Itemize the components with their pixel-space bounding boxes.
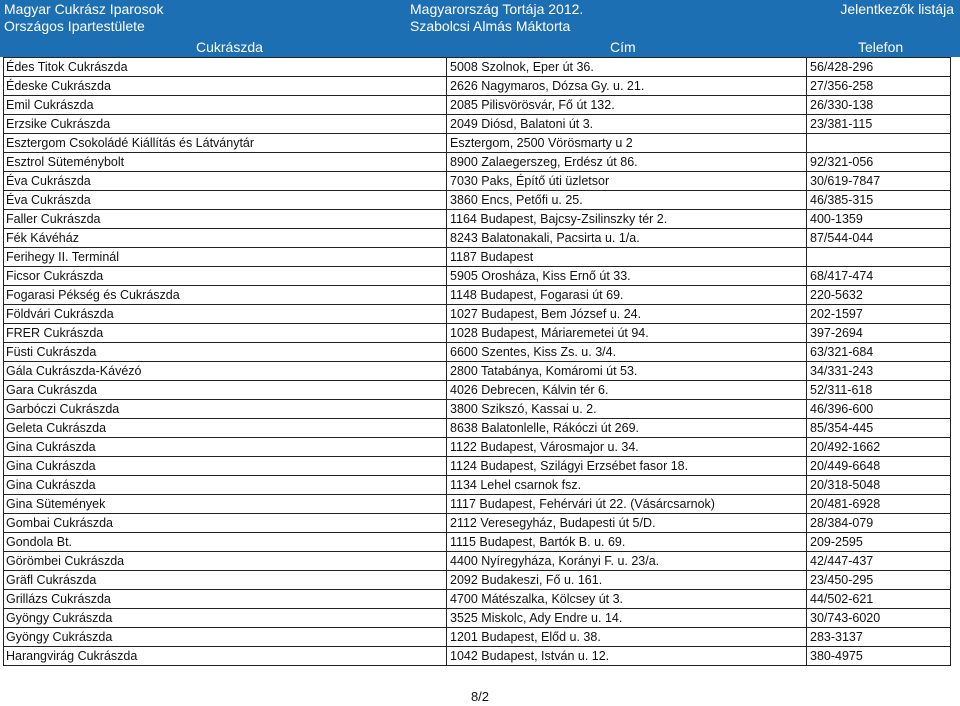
shop-name-cell: Harangvirág Cukrászda — [4, 647, 447, 665]
address-cell: 1164 Budapest, Bajcsy-Zsilinszky tér 2. — [447, 210, 807, 228]
phone-cell: 283-3137 — [807, 628, 951, 646]
table-row — [4, 495, 951, 514]
shop-name-cell: Édeske Cukrászda — [4, 77, 447, 95]
phone-cell: 202-1597 — [807, 305, 951, 323]
shop-name-cell: Édes Titok Cukrászda — [4, 58, 447, 76]
phone-cell: 23/381-115 — [807, 115, 951, 133]
table-row — [4, 552, 951, 571]
table-row — [4, 609, 951, 628]
page-header — [0, 0, 960, 38]
phone-cell: 92/321-056 — [807, 153, 951, 171]
address-cell: 5905 Orosháza, Kiss Ernő út 33. — [447, 267, 807, 285]
shop-name-cell: Fogarasi Pékség és Cukrászda — [4, 286, 447, 304]
shop-name-cell: Gara Cukrászda — [4, 381, 447, 399]
table-row — [4, 191, 951, 210]
address-cell: 1124 Budapest, Szilágyi Erzsébet fasor 18. — [447, 457, 807, 475]
shop-name-cell: Fék Kávéház — [4, 229, 447, 247]
shop-name-cell: Gála Cukrászda-Kávézó — [4, 362, 447, 380]
shop-name-cell: Gyöngy Cukrászda — [4, 609, 447, 627]
phone-cell: 44/502-621 — [807, 590, 951, 608]
phone-cell — [807, 248, 951, 266]
phone-cell: 400-1359 — [807, 210, 951, 228]
table-row — [4, 134, 951, 153]
address-cell: 1187 Budapest — [447, 248, 807, 266]
page-number: 8/2 — [470, 689, 490, 704]
table-row — [4, 571, 951, 590]
phone-cell: 85/354-445 — [807, 419, 951, 437]
address-cell: 8243 Balatonakali, Pacsirta u. 1/a. — [447, 229, 807, 247]
address-cell: 1028 Budapest, Máriaremetei út 94. — [447, 324, 807, 342]
address-cell: 5008 Szolnok, Eper út 36. — [447, 58, 807, 76]
table-row — [4, 362, 951, 381]
event-subtitle: Szabolcsi Almás Máktorta — [410, 18, 571, 34]
phone-cell: 30/619-7847 — [807, 172, 951, 190]
phone-cell: 68/417-474 — [807, 267, 951, 285]
address-cell: 1134 Lehel csarnok fsz. — [447, 476, 807, 494]
table-row — [4, 248, 951, 267]
shop-name-cell: Gina Cukrászda — [4, 457, 447, 475]
phone-cell: 63/321-684 — [807, 343, 951, 361]
phone-cell: 34/331-243 — [807, 362, 951, 380]
phone-cell: 20/481-6928 — [807, 495, 951, 513]
phone-cell: 87/544-044 — [807, 229, 951, 247]
address-cell: 3860 Encs, Petőfi u. 25. — [447, 191, 807, 209]
address-cell: 1042 Budapest, István u. 12. — [447, 647, 807, 665]
table-row — [4, 172, 951, 191]
phone-cell: 42/447-437 — [807, 552, 951, 570]
address-cell: 2112 Veresegyház, Budapesti út 5/D. — [447, 514, 807, 532]
address-cell: 2049 Diósd, Balatoni út 3. — [447, 115, 807, 133]
phone-cell: 397-2694 — [807, 324, 951, 342]
table-row — [4, 438, 951, 457]
table-row — [4, 267, 951, 286]
phone-cell: 380-4975 — [807, 647, 951, 665]
phone-cell: 220-5632 — [807, 286, 951, 304]
address-cell: 1115 Budapest, Bartók B. u. 69. — [447, 533, 807, 551]
phone-cell — [807, 134, 951, 152]
table-row — [4, 533, 951, 552]
table-row — [4, 514, 951, 533]
table-row — [4, 381, 951, 400]
org-name-line2: Országos Ipartestülete — [4, 18, 145, 34]
table-row — [4, 229, 951, 248]
address-cell: 8638 Balatonlelle, Rákóczi út 269. — [447, 419, 807, 437]
shop-name-cell: Grillázs Cukrászda — [4, 590, 447, 608]
phone-cell: 23/450-295 — [807, 571, 951, 589]
address-cell: 1117 Budapest, Fehérvári út 22. (Vásárcsarnok) — [447, 495, 807, 513]
column-header-phone: Telefon — [858, 39, 904, 55]
shop-name-cell: Ficsor Cukrászda — [4, 267, 447, 285]
table-row — [4, 400, 951, 419]
phone-cell: 52/311-618 — [807, 381, 951, 399]
shop-name-cell: Garbóczi Cukrászda — [4, 400, 447, 418]
shop-name-cell: Gombai Cukrászda — [4, 514, 447, 532]
list-title: Jelentkezők listája — [840, 1, 954, 17]
table-row — [4, 77, 951, 96]
shop-name-cell: Gina Cukrászda — [4, 476, 447, 494]
shop-name-cell: Faller Cukrászda — [4, 210, 447, 228]
table-row — [4, 590, 951, 609]
address-cell: 3800 Szikszó, Kassai u. 2. — [447, 400, 807, 418]
shop-name-cell: Éva Cukrászda — [4, 191, 447, 209]
address-cell: 2626 Nagymaros, Dózsa Gy. u. 21. — [447, 77, 807, 95]
shop-name-cell: Gräfl Cukrászda — [4, 571, 447, 589]
shop-name-cell: Gina Cukrászda — [4, 438, 447, 456]
shop-name-cell: Gondola Bt. — [4, 533, 447, 551]
table-row — [4, 457, 951, 476]
shop-name-cell: Földvári Cukrászda — [4, 305, 447, 323]
address-cell: 2800 Tatabánya, Komáromi út 53. — [447, 362, 807, 380]
shop-table — [3, 57, 951, 666]
table-row — [4, 324, 951, 343]
table-row — [4, 476, 951, 495]
shop-name-cell: Geleta Cukrászda — [4, 419, 447, 437]
address-cell: 1027 Budapest, Bem József u. 24. — [447, 305, 807, 323]
shop-name-cell: FRER Cukrászda — [4, 324, 447, 342]
shop-name-cell: Ferihegy II. Terminál — [4, 248, 447, 266]
table-row — [4, 343, 951, 362]
shop-name-cell: Füsti Cukrászda — [4, 343, 447, 361]
event-title: Magyarország Tortája 2012. — [410, 1, 584, 17]
address-cell: 2085 Pilisvörösvár, Fő út 132. — [447, 96, 807, 114]
column-header-row — [0, 38, 960, 57]
address-cell: 4026 Debrecen, Kálvin tér 6. — [447, 381, 807, 399]
table-row — [4, 419, 951, 438]
shop-name-cell: Éva Cukrászda — [4, 172, 447, 190]
shop-name-cell: Esztergom Csokoládé Kiállítás és Látványtár — [4, 134, 447, 152]
phone-cell: 30/743-6020 — [807, 609, 951, 627]
phone-cell: 56/428-296 — [807, 58, 951, 76]
shop-name-cell: Emil Cukrászda — [4, 96, 447, 114]
phone-cell: 20/318-5048 — [807, 476, 951, 494]
address-cell: 1148 Budapest, Fogarasi út 69. — [447, 286, 807, 304]
column-header-name: Cukrászda — [196, 39, 263, 55]
shop-name-cell: Görömbei Cukrászda — [4, 552, 447, 570]
address-cell: 4400 Nyíregyháza, Korányi F. u. 23/a. — [447, 552, 807, 570]
shop-name-cell: Gina Sütemények — [4, 495, 447, 513]
address-cell: 7030 Paks, Építő úti üzletsor — [447, 172, 807, 190]
phone-cell: 46/385-315 — [807, 191, 951, 209]
phone-cell: 20/492-1662 — [807, 438, 951, 456]
table-row — [4, 96, 951, 115]
phone-cell: 20/449-6648 — [807, 457, 951, 475]
table-row — [4, 153, 951, 172]
address-cell: 4700 Mátészalka, Kölcsey út 3. — [447, 590, 807, 608]
table-row — [4, 210, 951, 229]
address-cell: 1201 Budapest, Előd u. 38. — [447, 628, 807, 646]
shop-name-cell: Erzsike Cukrászda — [4, 115, 447, 133]
table-row — [4, 115, 951, 134]
address-cell: 8900 Zalaegerszeg, Erdész út 86. — [447, 153, 807, 171]
table-row — [4, 57, 951, 77]
table-row — [4, 628, 951, 647]
phone-cell: 27/356-258 — [807, 77, 951, 95]
address-cell: 1122 Budapest, Városmajor u. 34. — [447, 438, 807, 456]
address-cell: 3525 Miskolc, Ady Endre u. 14. — [447, 609, 807, 627]
address-cell: Esztergom, 2500 Vörösmarty u 2 — [447, 134, 807, 152]
address-cell: 2092 Budakeszi, Fő u. 161. — [447, 571, 807, 589]
table-row — [4, 305, 951, 324]
phone-cell: 209-2595 — [807, 533, 951, 551]
shop-name-cell: Gyöngy Cukrászda — [4, 628, 447, 646]
address-cell: 6600 Szentes, Kiss Zs. u. 3/4. — [447, 343, 807, 361]
shop-name-cell: Esztrol Süteménybolt — [4, 153, 447, 171]
phone-cell: 46/396-600 — [807, 400, 951, 418]
table-row — [4, 647, 951, 666]
org-name-line1: Magyar Cukrász Iparosok — [4, 1, 164, 17]
table-row — [4, 286, 951, 305]
column-header-address: Cím — [610, 39, 636, 55]
phone-cell: 26/330-138 — [807, 96, 951, 114]
phone-cell: 28/384-079 — [807, 514, 951, 532]
